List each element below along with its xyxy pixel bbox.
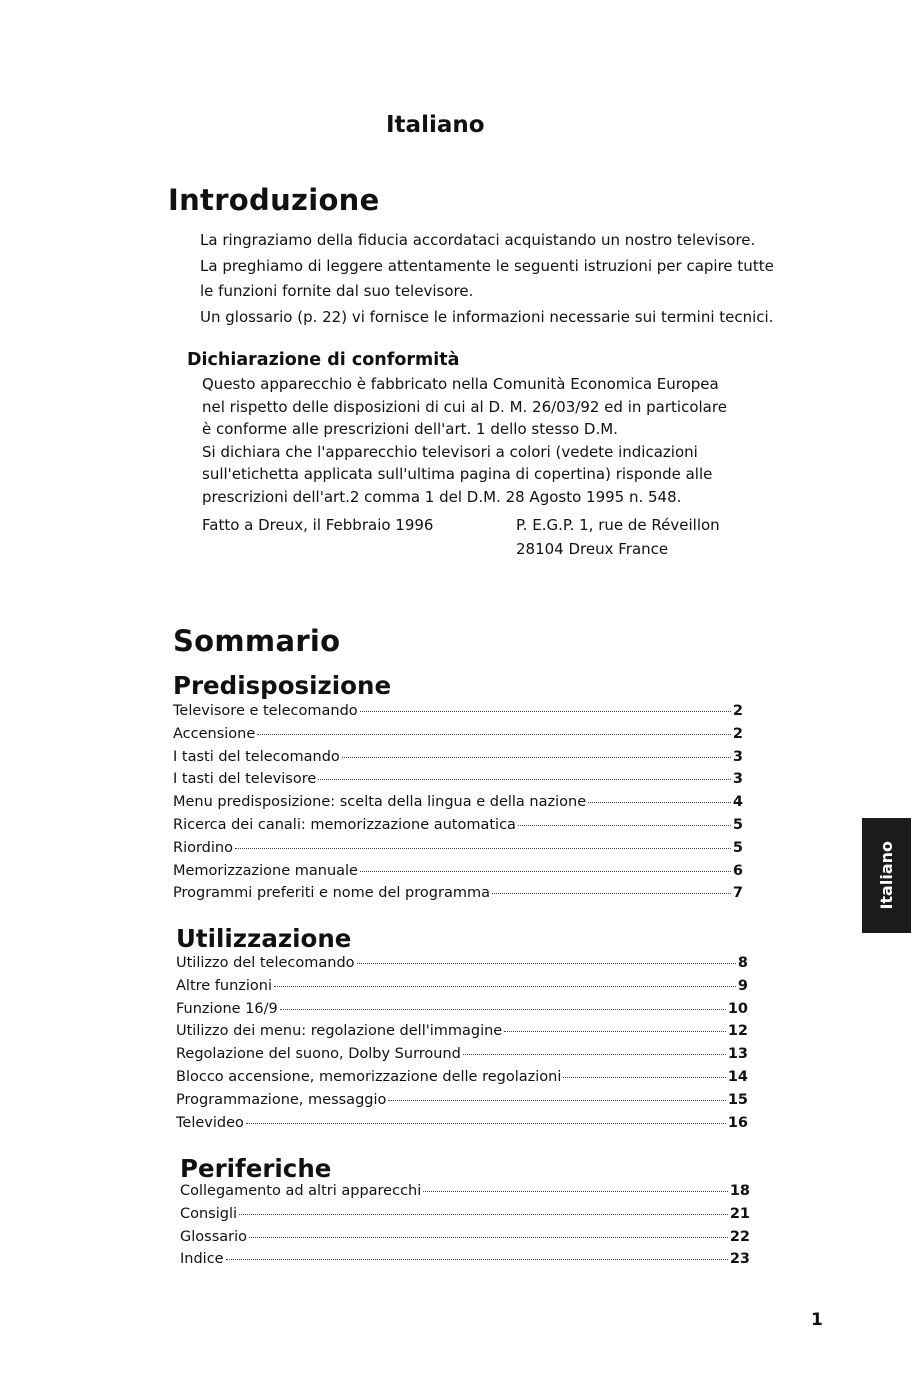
toc-entry[interactable] <box>180 1248 750 1271</box>
toc-entry-page: 7 <box>732 885 743 902</box>
conformity-body <box>202 373 762 508</box>
toc-entry-page: 3 <box>732 771 743 788</box>
toc-entry-label: I tasti del telecomando <box>173 748 340 765</box>
toc-dot-leader <box>357 963 736 964</box>
side-tab-label: Italiano <box>877 841 896 910</box>
section-title-periferiche: Periferiche <box>180 1154 332 1183</box>
section-title-utilizzazione: Utilizzazione <box>176 924 352 953</box>
language-heading: Italiano <box>386 112 485 138</box>
toc-dot-leader <box>274 986 736 987</box>
toc-entry[interactable] <box>173 860 743 883</box>
intro-line: La preghiamo di leggere attentamente le seguenti istruzioni per capire tutte <box>200 256 774 275</box>
toc-dot-leader <box>342 757 731 758</box>
conformity-line: Si dichiara che l'apparecchio televisori a colori (vedete indicazioni <box>202 442 698 461</box>
toc-entry-label: Menu predisposizione: scelta della lingua e della nazione <box>173 794 587 811</box>
toc-entry-page: 16 <box>727 1114 748 1131</box>
toc-entry-label: I tasti del televisore <box>173 771 317 788</box>
toc-entry-label: Indice <box>180 1251 224 1268</box>
toc-entry[interactable] <box>176 1089 748 1112</box>
conformity-title: Dichiarazione di conformità <box>187 350 460 370</box>
signed-place-date: Fatto a Dreux, il Febbraio 1996 <box>202 516 434 534</box>
toc-entry-label: Altre funzioni <box>176 977 273 994</box>
toc-dot-leader <box>563 1077 725 1078</box>
toc-list-periferiche <box>180 1180 750 1271</box>
toc-entry-label: Collegamento ad altri apparecchi <box>180 1183 422 1199</box>
toc-dot-leader <box>257 734 731 735</box>
toc-dot-leader <box>226 1259 728 1260</box>
toc-dot-leader <box>492 893 731 894</box>
toc-entry[interactable] <box>173 768 743 791</box>
toc-entry[interactable] <box>180 1226 750 1249</box>
intro-line: La ringraziamo della fiducia accordataci acquistando un nostro televisore. <box>200 231 756 249</box>
toc-entry-label: Programmi preferiti e nome del programma <box>173 885 490 902</box>
toc-entry[interactable] <box>180 1180 750 1203</box>
toc-list-utilizzazione <box>176 952 748 1134</box>
section-title-predisposizione: Predisposizione <box>173 671 392 700</box>
toc-dot-leader <box>249 1237 728 1238</box>
toc-dot-leader <box>504 1031 726 1032</box>
toc-entry[interactable] <box>176 975 748 998</box>
toc-entry[interactable] <box>176 952 748 975</box>
toc-entry-label: Glossario <box>180 1228 247 1245</box>
toc-dot-leader <box>423 1191 728 1192</box>
toc-entry-page: 23 <box>729 1251 750 1268</box>
toc-entry[interactable] <box>173 746 743 769</box>
toc-entry[interactable] <box>173 814 743 837</box>
toc-entry-label: Utilizzo dei menu: regolazione dell'immagine <box>176 1023 503 1040</box>
page-number: 1 <box>811 1310 823 1330</box>
toc-dot-leader <box>235 848 731 849</box>
toc-entry-page: 4 <box>732 794 743 811</box>
toc-entry[interactable] <box>173 700 743 723</box>
toc-entry[interactable] <box>173 723 743 746</box>
toc-dot-leader <box>239 1214 728 1215</box>
toc-entry-label: Funzione 16/9 <box>176 1000 278 1017</box>
toc-entry-label: Televideo <box>176 1114 244 1131</box>
summary-title: Sommario <box>173 624 341 658</box>
address-line: P. E.G.P. 1, rue de Réveillon <box>516 516 720 534</box>
toc-dot-leader <box>360 711 731 712</box>
toc-entry[interactable] <box>173 791 743 814</box>
toc-entry[interactable] <box>176 998 748 1021</box>
toc-entry-page: 5 <box>732 816 743 833</box>
toc-dot-leader <box>463 1054 726 1055</box>
toc-entry-label: Regolazione del suono, Dolby Surround <box>176 1046 461 1063</box>
toc-entry[interactable] <box>176 1043 748 1066</box>
conformity-line: nel rispetto delle disposizioni di cui al D. M. 26/03/92 ed in particolare <box>202 397 727 416</box>
conformity-line: prescrizioni dell'art.2 comma 1 del D.M. 28 Agosto 1995 n. 548. <box>202 487 682 506</box>
toc-entry-page: 2 <box>732 725 743 742</box>
toc-dot-leader <box>246 1123 726 1124</box>
company-address <box>516 513 720 561</box>
toc-entry-page: 18 <box>729 1183 750 1199</box>
intro-title: Introduzione <box>168 183 380 217</box>
toc-entry-label: Consigli <box>180 1205 238 1222</box>
toc-entry-page: 6 <box>732 862 743 879</box>
toc-entry-label: Programmazione, messaggio <box>176 1091 387 1108</box>
toc-entry-label: Ricerca dei canali: memorizzazione automatica <box>173 816 516 833</box>
address-line: 28104 Dreux France <box>516 540 669 558</box>
language-side-tab <box>862 818 911 933</box>
intro-line: Un glossario (p. 22) vi fornisce le informazioni necessarie sui termini tecnici. <box>200 307 774 326</box>
toc-entry-page: 13 <box>727 1046 748 1063</box>
toc-entry-page: 15 <box>727 1091 748 1108</box>
toc-entry-label: Memorizzazione manuale <box>173 862 358 879</box>
conformity-line: sull'etichetta applicata sull'ultima pagina di copertina) risponde alle <box>202 465 713 483</box>
intro-line: le funzioni fornite dal suo televisore. <box>200 282 474 300</box>
toc-entry[interactable] <box>173 882 743 905</box>
toc-dot-leader <box>360 871 731 872</box>
toc-dot-leader <box>518 825 731 826</box>
toc-entry-page: 2 <box>732 703 743 719</box>
toc-entry[interactable] <box>173 837 743 860</box>
toc-entry-label: Blocco accensione, memorizzazione delle regolazioni <box>176 1068 562 1085</box>
intro-body <box>200 228 800 330</box>
toc-entry-page: 5 <box>732 839 743 856</box>
toc-entry[interactable] <box>176 1020 748 1043</box>
toc-entry-page: 10 <box>727 1000 748 1017</box>
toc-entry-page: 9 <box>737 977 748 994</box>
toc-entry-page: 3 <box>732 748 743 765</box>
toc-entry-page: 8 <box>737 955 748 971</box>
toc-entry-label: Utilizzo del telecomando <box>176 955 355 971</box>
toc-entry[interactable] <box>176 1066 748 1089</box>
conformity-line: Questo apparecchio è fabbricato nella Comunità Economica Europea <box>202 375 719 393</box>
toc-entry[interactable] <box>180 1203 750 1226</box>
toc-entry-label: Riordino <box>173 839 233 856</box>
toc-entry-page: 22 <box>729 1228 750 1245</box>
toc-entry-page: 21 <box>729 1205 750 1222</box>
toc-entry-label: Accensione <box>173 725 256 742</box>
toc-entry-label: Televisore e telecomando <box>173 703 358 719</box>
toc-dot-leader <box>388 1100 725 1101</box>
toc-entry-page: 12 <box>727 1023 748 1040</box>
toc-dot-leader <box>588 802 731 803</box>
toc-list-predisposizione <box>173 700 743 905</box>
toc-dot-leader <box>318 779 731 780</box>
toc-entry-page: 14 <box>727 1068 748 1085</box>
toc-dot-leader <box>280 1009 726 1010</box>
conformity-line: è conforme alle prescrizioni dell'art. 1 dello stesso D.M. <box>202 420 618 438</box>
toc-entry[interactable] <box>176 1112 748 1135</box>
